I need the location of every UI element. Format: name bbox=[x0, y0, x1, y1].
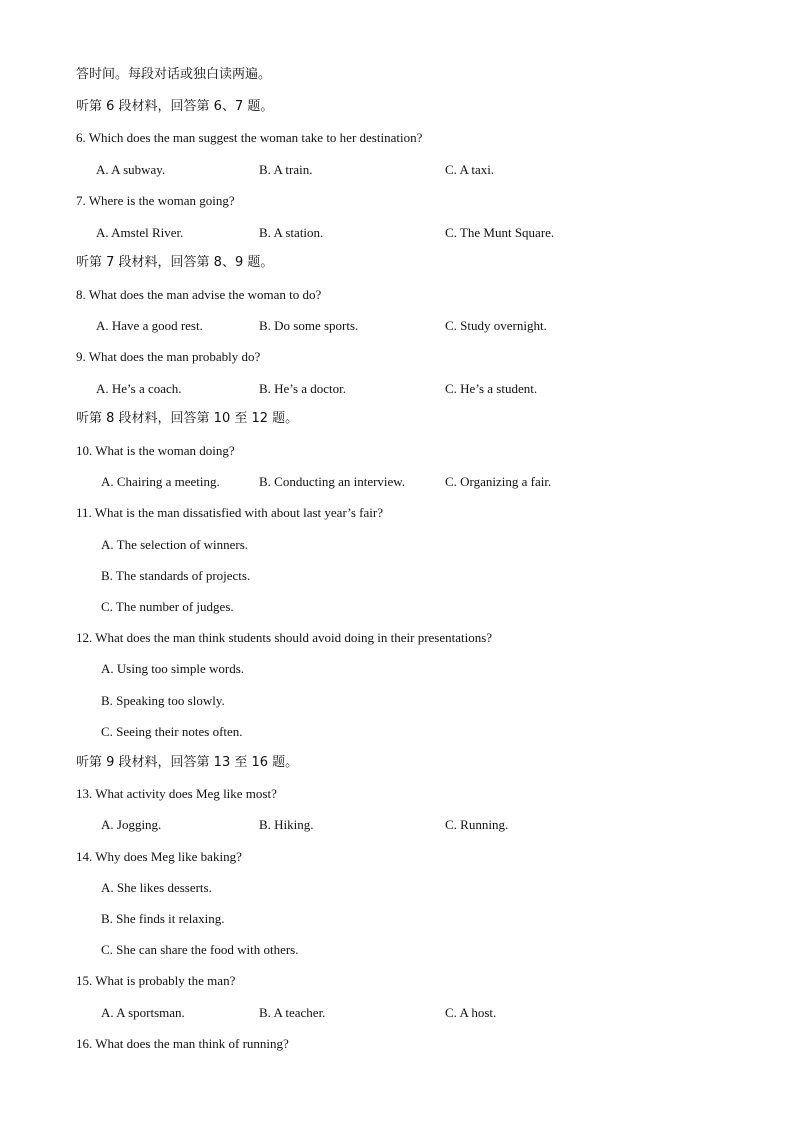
option-c: C. A taxi. bbox=[445, 162, 495, 177]
section-heading: 听第 8 段材料，回答第 10 至 12 题。 bbox=[76, 411, 299, 426]
question-text: 15. What is probably the man? bbox=[76, 973, 236, 988]
question-text: 6. Which does the man suggest the woman take to her destination? bbox=[76, 130, 423, 145]
option-c: C. Study overnight. bbox=[445, 318, 547, 333]
option-b: B. Hiking. bbox=[259, 817, 314, 832]
option-a: A. Jogging. bbox=[101, 817, 162, 832]
section-heading: 听第 9 段材料，回答第 13 至 16 题。 bbox=[76, 755, 299, 770]
option-a: A. Amstel River. bbox=[96, 225, 184, 240]
question-text: 8. What does the man advise the woman to do? bbox=[76, 287, 322, 302]
option-a: A. She likes desserts. bbox=[101, 880, 212, 895]
question-text: 11. What is the man dissatisfied with about last year’s fair? bbox=[76, 505, 383, 520]
question-text: 10. What is the woman doing? bbox=[76, 443, 235, 458]
option-b: B. The standards of projects. bbox=[101, 568, 251, 583]
option-c: C. He’s a student. bbox=[445, 381, 538, 396]
question-text: 16. What does the man think of running? bbox=[76, 1036, 289, 1051]
intro-text: 答时间。每段对话或独白读两遍。 bbox=[76, 67, 272, 82]
option-a: A. Using too simple words. bbox=[101, 661, 244, 676]
option-a: A. The selection of winners. bbox=[101, 537, 249, 552]
option-b: B. A station. bbox=[259, 225, 324, 240]
section-heading: 听第 7 段材料，回答第 8、9 题。 bbox=[76, 255, 274, 270]
option-c: C. Running. bbox=[445, 817, 509, 832]
option-b: B. Do some sports. bbox=[259, 318, 359, 333]
option-a: A. A subway. bbox=[96, 162, 166, 177]
option-c: C. The number of judges. bbox=[101, 599, 234, 614]
question-text: 12. What does the man think students should avoid doing in their presentations? bbox=[76, 630, 493, 645]
option-c: C. The Munt Square. bbox=[445, 225, 555, 240]
option-b: B. Conducting an interview. bbox=[259, 474, 406, 489]
question-text: 7. Where is the woman going? bbox=[76, 193, 235, 208]
option-c: C. Organizing a fair. bbox=[445, 474, 552, 489]
option-c: C. Seeing their notes often. bbox=[101, 724, 243, 739]
option-c: C. A host. bbox=[445, 1005, 497, 1020]
option-a: A. Have a good rest. bbox=[96, 318, 203, 333]
question-text: 9. What does the man probably do? bbox=[76, 349, 261, 364]
option-b: B. She finds it relaxing. bbox=[101, 911, 225, 926]
option-b: B. He’s a doctor. bbox=[259, 381, 347, 396]
option-a: A. He’s a coach. bbox=[96, 381, 182, 396]
option-c: C. She can share the food with others. bbox=[101, 942, 299, 957]
question-text: 13. What activity does Meg like most? bbox=[76, 786, 277, 801]
option-a: A. Chairing a meeting. bbox=[101, 474, 220, 489]
question-text: 14. Why does Meg like baking? bbox=[76, 849, 242, 864]
option-b: B. A train. bbox=[259, 162, 313, 177]
option-a: A. A sportsman. bbox=[101, 1005, 185, 1020]
option-b: B. A teacher. bbox=[259, 1005, 326, 1020]
section-heading: 听第 6 段材料，回答第 6、7 题。 bbox=[76, 99, 274, 114]
option-b: B. Speaking too slowly. bbox=[101, 693, 225, 708]
